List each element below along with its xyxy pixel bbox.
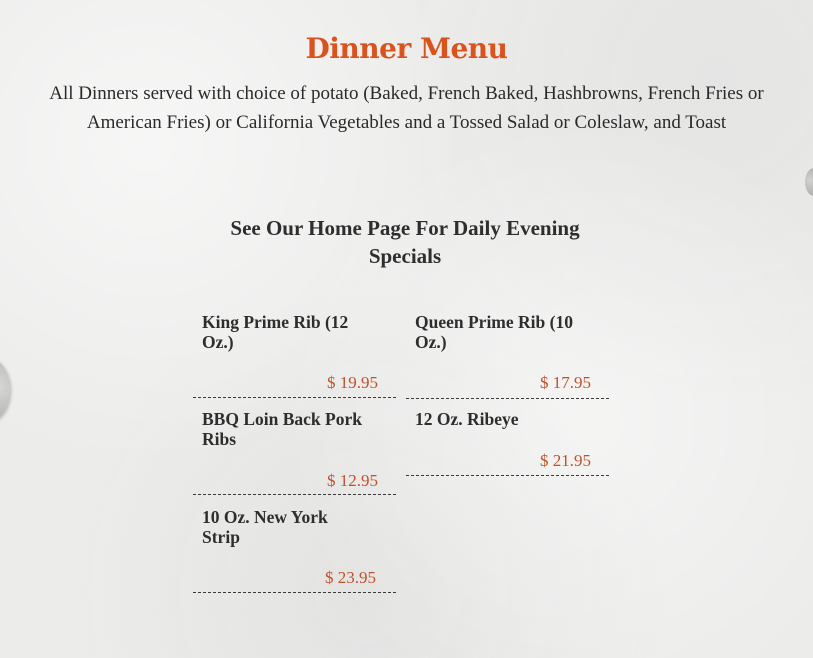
menu-item-price: $ 23.95: [325, 568, 376, 587]
menu-item-name: 10 Oz. New York Strip: [202, 507, 328, 547]
menu-item-ribeye: [406, 409, 609, 479]
menu-item-divider: [193, 592, 396, 593]
menu-item-name: King Prime Rib (12 Oz.): [202, 312, 349, 352]
menu-item-bbq-pork-ribs: [193, 409, 396, 499]
menu-intro-text: All Dinners served with choice of potato (Baked, French Baked, Hashbrowns, French Fries or American Fries) or California Vegetables and a Tossed Salad or Coleslaw, and Toast: [49, 83, 764, 133]
menu-item-queen-prime-rib: [406, 312, 609, 402]
menu-item-king-prime-rib: [193, 312, 396, 402]
menu-item-new-york-strip: [193, 507, 396, 597]
menu-item-price: $ 17.95: [540, 373, 591, 392]
menu-item-name: BBQ Loin Back Pork Ribs: [202, 409, 362, 449]
menu-item-divider: [193, 397, 396, 398]
page-title: Dinner Menu: [305, 32, 508, 65]
menu-item-name: 12 Oz. Ribeye: [415, 409, 519, 429]
menu-item-divider: [406, 475, 609, 476]
menu-item-divider: [193, 494, 396, 495]
decorative-plate-right: [805, 168, 813, 196]
menu-item-price: $ 19.95: [327, 373, 378, 392]
menu-item-price: $ 21.95: [540, 451, 591, 470]
specials-note: See Our Home Page For Daily Evening Specials: [230, 216, 580, 268]
menu-item-name: Queen Prime Rib (10 Oz.): [415, 312, 573, 352]
menu-item-price: $ 12.95: [327, 471, 378, 490]
decorative-plate-left: [0, 358, 10, 422]
menu-item-divider: [406, 398, 609, 399]
